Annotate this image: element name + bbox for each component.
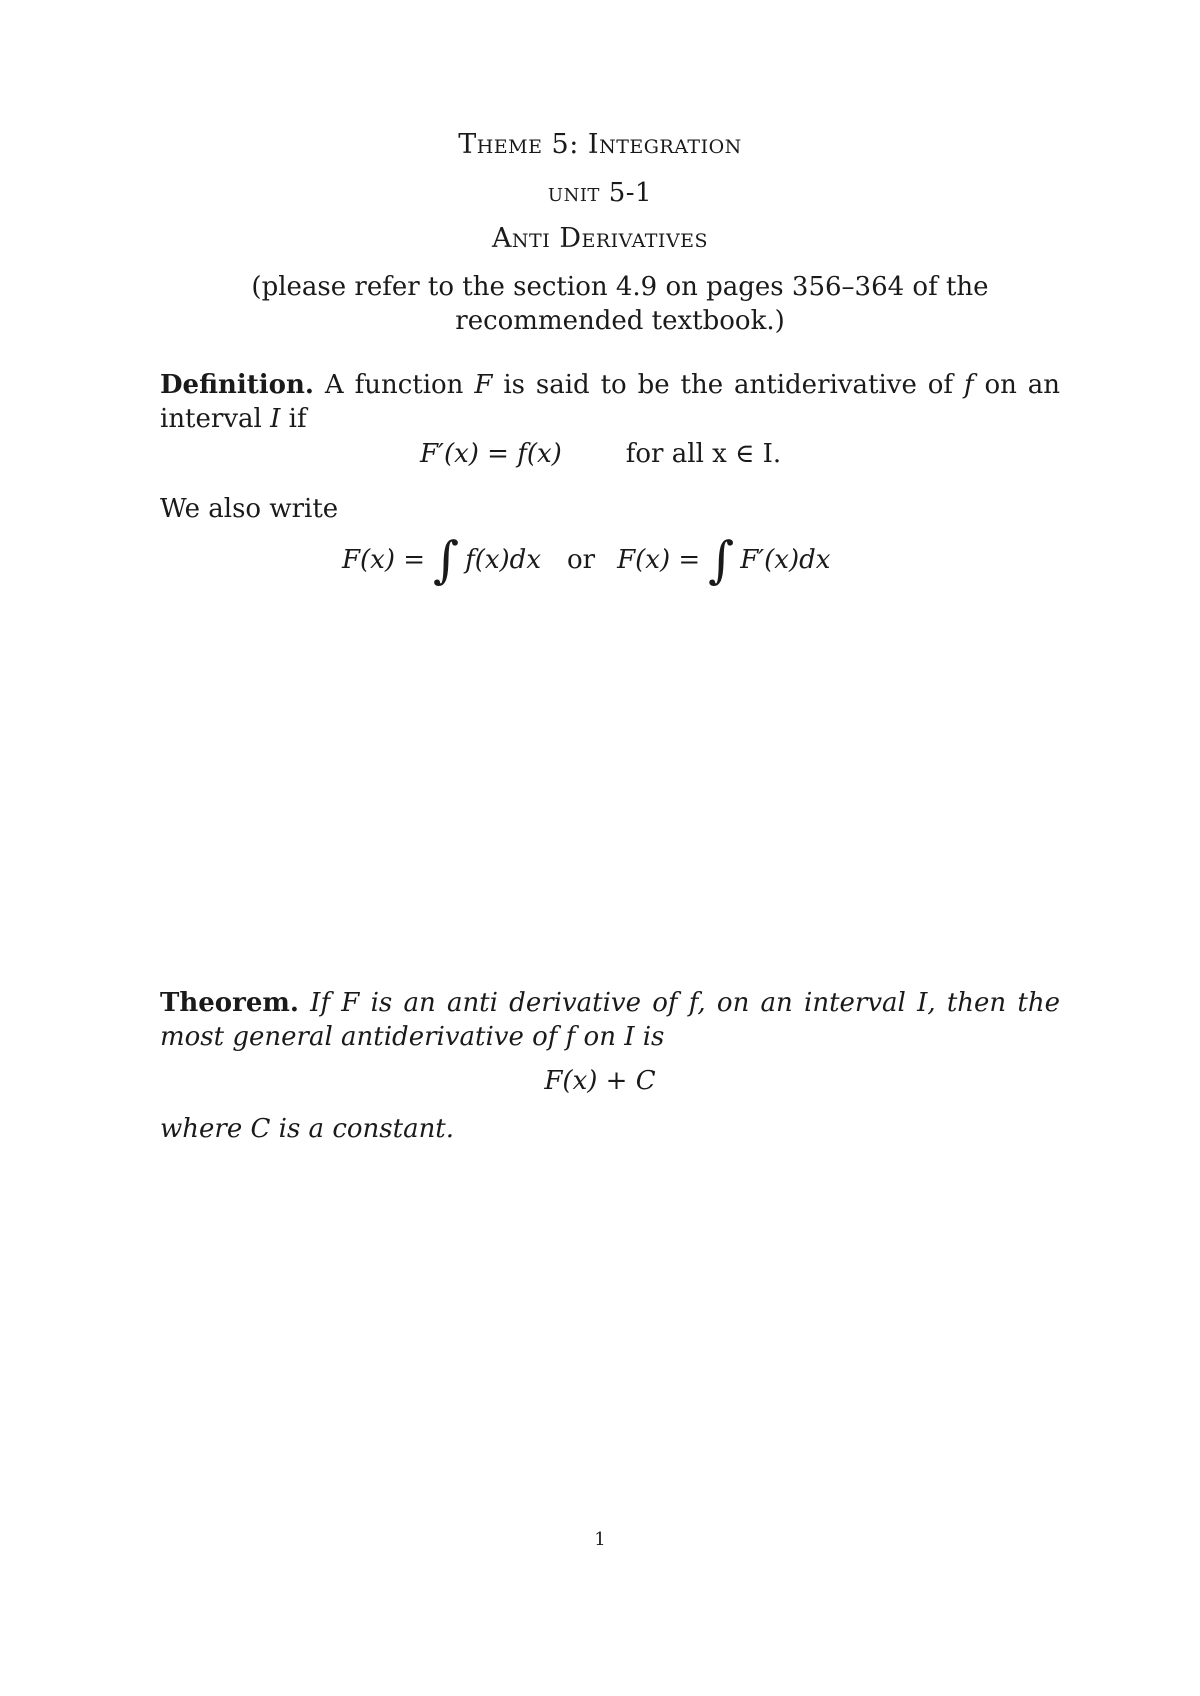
- section-subtitle: Anti Derivatives: [491, 223, 709, 254]
- definition-var-F: F: [474, 370, 493, 400]
- page-title: Theme 5: Integration: [458, 129, 742, 160]
- definition-paragraph: [160, 368, 1060, 436]
- integral-left-lhs: F(x) =: [342, 545, 426, 575]
- definition-label: Definition.: [160, 370, 314, 400]
- unit-label: unit 5-1: [547, 178, 653, 208]
- definition-text-c: on an interval: [160, 370, 1061, 434]
- definition-equation-rhs: for all x ∈ I.: [625, 439, 782, 469]
- page-number: 1: [594, 1529, 606, 1550]
- theorem-label: Theorem.: [160, 988, 299, 1018]
- integral-or: or: [567, 545, 596, 575]
- integral-sign-icon: ∫: [708, 531, 735, 589]
- definition-var-I: I: [270, 404, 281, 434]
- integral-sign-icon: ∫: [433, 531, 460, 589]
- definition-text-a: A function: [324, 370, 464, 400]
- definition-text-b: is said to be the antiderivative of: [503, 370, 954, 400]
- textbook-note: (please refer to the section 4.9 on pages 356–364 of the recommended textbook.): [251, 272, 989, 336]
- definition-equation-lhs: F′(x) = f(x): [420, 439, 562, 469]
- theorem-where: where C is a constant.: [160, 1114, 455, 1144]
- integral-equations: [342, 531, 831, 589]
- definition-equation: [420, 437, 781, 471]
- integral-left-integrand: f(x)dx: [465, 545, 541, 575]
- theorem-text: If F is an anti derivative of f, on an interval I, then the most general antiderivative of f on I is: [160, 988, 1060, 1052]
- definition-var-f: f: [963, 370, 974, 400]
- theorem-equation: F(x) + C: [544, 1066, 656, 1096]
- integral-right-lhs: F(x) =: [617, 545, 701, 575]
- definition-text-d: if: [288, 404, 307, 434]
- integral-right-integrand: F′(x)dx: [740, 545, 831, 575]
- theorem-paragraph: [160, 986, 1060, 1054]
- also-write-text: We also write: [160, 494, 339, 524]
